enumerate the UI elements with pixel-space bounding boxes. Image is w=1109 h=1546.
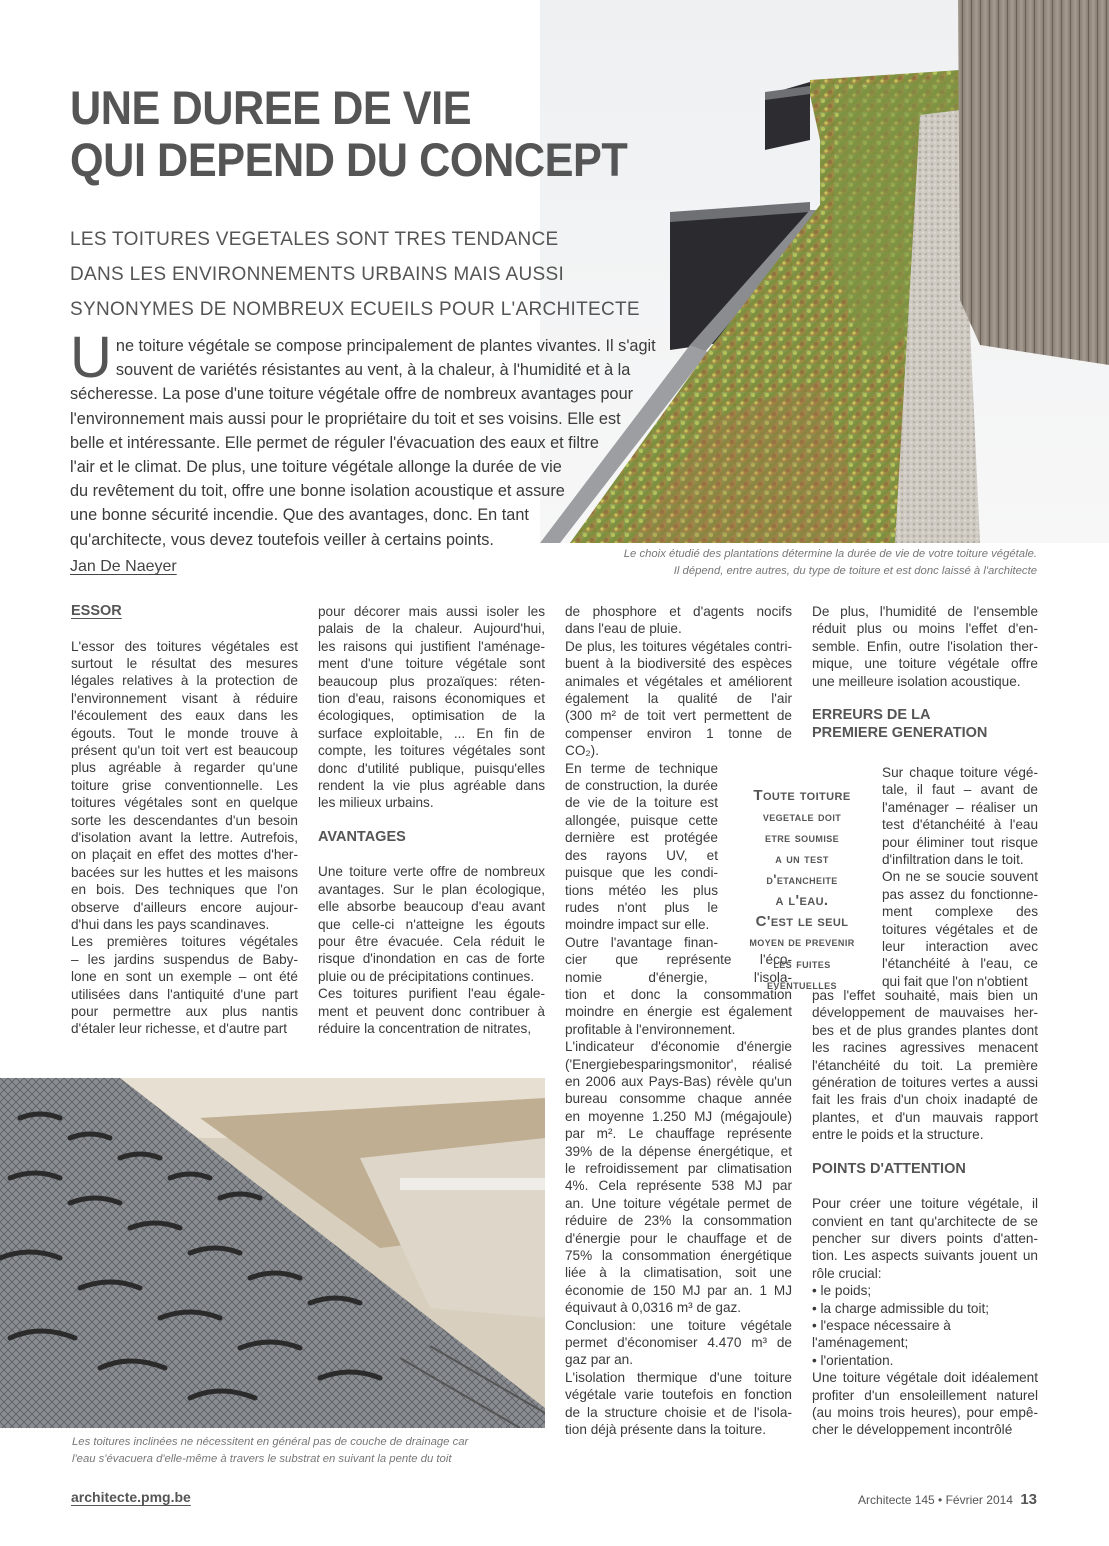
text-line: ment et peuvent donc contribuer à [318,1003,545,1019]
text-line: 39% de la dépense énergétique, et [565,1143,792,1159]
text-line: développement de mauvaises her- [812,1005,1038,1021]
pullquote-line: moyen de prevenir [749,935,855,949]
text-line: • l'orientation. [812,1352,894,1368]
text-line: Une toiture verte offre de nombreux [318,864,545,880]
col2-lines-b [318,863,545,1037]
text-line: Pour créer une toiture végétale, il [812,1196,1038,1212]
text-line: ment d'une toiture végétale sont [318,656,545,672]
col4-lines-b [882,764,1038,990]
intro-line: sécheresse. La pose d'une toiture végétale offre de nombreux avantages pour [70,385,634,404]
text-line: pencher sur divers points d'atten- [812,1231,1038,1246]
text-line: palais de la chaleur. Aujourd'hui, [318,621,545,637]
text-line: tion déjà présente dans la toiture. [565,1422,767,1438]
text-line: de phosphore et d'agents nocifs [565,604,792,619]
col1-lines [71,638,298,1038]
text-line: Outre l'avantage finan- [565,934,718,950]
text-line: L'isolation thermique d'une toiture [565,1369,792,1385]
text-line: convient en tant qu'architecte de se [812,1213,1038,1229]
text-line: beaucoup plus prozaïques: réten- [318,673,545,689]
text-line: tion et donc la consommation [565,986,792,1002]
col4-lines-d [812,1195,1038,1439]
text-line: tion d'eau, raisons économiques et [318,691,545,707]
text-line: avantages. Sur le plan écologique, [318,881,545,897]
text-line: d'hui dans les pays scandinaves. [71,917,270,932]
text-line: dernière est protégée [565,830,718,846]
text-line: tion. Les aspects suivants jouent un [812,1248,1038,1264]
text-line: utilisées dans l'antiquité d'une part [71,986,298,1002]
caption-line: Le choix étudié des plantations détermine la durée de vie de votre toiture végétale. [623,548,1037,560]
text-line: l'aménagement; [812,1335,909,1351]
text-line: présent qu'un toit vert est beaucoup [71,742,298,758]
text-line: observe d'ailleurs encore aujour- [71,899,298,915]
text-line: gaz par an. [565,1352,634,1368]
text-line: bureau consomme chaque année [565,1091,792,1107]
website-link[interactable]: architecte.pmg.be [71,1489,191,1505]
page-number: 13 [1020,1491,1037,1508]
text-line: Sur chaque toiture végé- [882,765,1038,780]
column-4 [812,603,1038,1439]
text-line: toiture grise conventionnelle. Les [71,777,298,793]
text-line: en 2006 aux Pays-Bas) révèle qu'un [565,1073,792,1089]
text-line: • la charge admissible du toit; [812,1300,990,1316]
text-line: l'aménager – réaliser un [882,799,1038,815]
text-line: pour éliminer tout risque [882,834,1038,850]
pullquote-line: C'est le seul [755,913,849,930]
intro-line: souvent de variétés résistantes au vent, à la chaleur, à l'humidité et à la [115,361,631,380]
section-heading-erreurs: PREMIERE GENERATION [812,724,988,741]
title-line: QUI DEPEND DU CONCEPT [70,133,628,186]
intro-line: l'environnement mais aussi pour le propriétaire du toit et ses voisins. Elle est [70,409,621,428]
text-line: de la structure choisie et de l'isola- [565,1404,792,1420]
text-line: profiter d'un ensoleillement naturel [812,1387,1038,1403]
spacer [812,690,1038,707]
text-line: dans l'eau de pluie. [565,621,682,637]
text-line: les milieux urbains. [318,795,434,811]
text-line: • le poids; [812,1283,872,1299]
issue-info [858,1491,1037,1508]
text-line: bacées sur les huttes et les maisons [71,864,298,880]
col4-lines-c [812,987,1038,1144]
text-line: les raisons qui justifient l'aménage- [318,638,545,654]
text-line: d'isolation avant la lettre. Autrefois, [71,829,298,845]
col2-lines-a [318,603,545,812]
text-line: – les jardins suspendus de Baby- [71,951,298,967]
text-line: liée à la climatisation, soit une [565,1265,792,1281]
text-line: par m². Le chauffage représente [565,1126,792,1142]
text-line: l'écoulement des eaux dans les [71,708,298,724]
text-line: compte, les toitures végétales sont [318,743,545,759]
text-line: l'étanchéité à l'eau, ce [882,956,1038,972]
author-byline[interactable]: Jan De Naeyer [70,558,177,575]
intro-line: une bonne sécurité incendie. Que des avantages, donc. En tant [70,506,529,525]
text-line: moindre en énergie est également [565,1004,792,1020]
text-line: an. Une toiture végétale permet de [565,1195,792,1211]
text-line: plantes, et d'un mauvais rapport [812,1109,1038,1125]
spacer [812,1178,1038,1195]
photo-caption-top [567,546,1037,580]
section-heading-points: POINTS D'ATTENTION [812,1160,966,1177]
text-line: profitable à l'environnement. [565,1021,736,1037]
text-line: Conclusion: une toiture végétale [565,1317,792,1333]
intro-line: du revêtement du toit, offre une bonne isolation acoustique et assure [70,482,565,501]
column-2 [318,603,545,1037]
text-line: nomie d'énergie, l'isola- [565,969,792,985]
text-line: (300 m² de toit vert permettent de [565,708,792,724]
pullquote-line: les fuites [773,956,831,971]
text-line: ('Energiebesparingsmonitor', réalisé [565,1056,792,1072]
column-1 [71,603,298,1038]
caption-line: Les toitures inclinées ne nécessitent en général pas de couche de drainage car [72,1436,469,1448]
title-line: UNE DUREE DE VIE [70,81,472,134]
col4-lines-a [812,603,1038,690]
text-line: on plaçait en effet des mottes d'her- [71,847,298,863]
section-heading-essor: ESSOR [71,603,122,619]
spacer [318,846,545,863]
text-line: réduire de 23% la consommation [565,1213,792,1229]
text-line: toitures végétales et de [882,921,1038,937]
text-line: semble. Enfin, outre l'isolation ther- [812,638,1038,654]
pullquote-line: a l'eau. [775,892,829,909]
section-heading-avantages: AVANTAGES [318,828,406,845]
text-line: écologiques, optimisation de la [318,708,545,724]
text-line: On ne se soucie souvent [882,869,1038,885]
text-line: génération de toitures vertes a aussi [812,1075,1038,1091]
text-line: donc d'utilité publique, puisqu'elles [318,760,545,776]
text-line: tale, il faut – avant de [882,782,1038,798]
text-line: fait les frais d'un choix inadapté de [812,1092,1038,1108]
text-line: elle absorbe beaucoup d'eau avant [318,899,545,915]
intro-line: belle et intéressante. Elle permet de réguler l'évacuation des eaux et filtre [70,433,599,452]
text-line: des rayons UV, et [565,847,718,863]
text-line: buent à la biodiversité des espèces [565,656,792,672]
issue-label: Architecte 145 • Février 2014 [858,1493,1013,1507]
text-line: égouts. Tout le monde trouve à [71,725,298,741]
text-line: l'environnement visant à réduire [71,690,298,706]
text-line: sorte les descendantes d'un besoin [71,812,298,828]
text-line: une meilleure isolation acoustique. [812,673,1021,689]
text-line: puisque que les condi- [565,865,718,881]
text-line: ment complexe des [882,904,1038,920]
text-line: tions météo les plus [565,882,718,898]
sloped-roof-photo [0,1078,545,1428]
text-line: d'énergie pour le chauffage et de [565,1230,792,1246]
text-line: L'essor des toitures végétales est [71,638,298,654]
text-line: le refroidissement par climatisation [565,1161,792,1176]
pullquote-line: d'etancheite [766,872,838,887]
text-line: En terme de technique [565,760,718,776]
pullquote-line: vegetale doit [762,809,842,824]
text-line: entre le poids et la structure. [812,1127,984,1143]
text-line: cher le développement incontrôlé [812,1422,1013,1438]
section-heading-erreurs: ERREURS DE LA [812,707,931,724]
text-line: permet d'économiser 4.470 m³ de [565,1335,792,1351]
text-line: (au moins trois heures), pour empê- [812,1405,1038,1421]
intro-line: ne toiture végétale se compose principalement de plantes vivantes. Il s'agit [115,337,656,355]
text-line: équivaut à 0,0316 m³ de gaz. [565,1300,742,1316]
text-line: surtout le résultat des mesures [71,655,298,671]
text-line: CO₂). [565,743,599,759]
text-line: réduit plus ou moins l'effet d'en- [812,621,1038,637]
column-3 [565,603,792,1439]
text-line: plus agréable à regarder qu'une [71,760,298,776]
pullquote-line: Toute toiture [753,787,851,804]
text-line: pluie ou de précipitations continues. [318,968,535,984]
text-line: mique, une toiture végétale offre [812,656,1038,672]
text-line: pas l'effet souhaité, mais bien un [812,988,1038,1004]
text-line: toitures végétales sont en quelque [71,795,298,811]
text-line: que celle-ci n'atteigne les égouts [318,916,545,932]
text-line: leur interaction avec [882,939,1038,955]
drop-cap: U [70,325,112,390]
text-line: Les premières toitures végétales [71,934,298,950]
text-line: De plus, les toitures végétales contri- [565,638,792,654]
subtitle-line: LES TOITURES VEGETALES SONT TRES TENDANCE [70,229,559,250]
subtitle-line: DANS LES ENVIRONNEMENTS URBAINS MAIS AUSSI [70,264,565,285]
intro-line: l'air et le climat. De plus, une toiture végétale allonge la durée de vie [70,458,562,477]
text-line: L'indicateur d'économie d'énergie [565,1039,792,1055]
spacer [318,812,545,829]
text-line: compenser environ 1 tonne de [565,725,792,741]
caption-line: l'eau s'évacuera d'elle-même à travers le substrat en suivant la pente du toit [72,1453,452,1465]
text-line: également la qualité de l'air [565,691,792,707]
text-line: bes et de plus grandes plantes dont [812,1022,1038,1038]
spacer [71,621,298,638]
text-line: rendent la vie plus agréable dans [318,778,545,794]
pullquote-line: a un test [775,851,829,866]
text-line: pour permettre aux plus nantis [71,1004,298,1020]
subtitle-line: SYNONYMES DE NOMBREUX ECUEILS POUR L'ARCHITECTE [70,299,640,320]
col3-lines [565,603,792,1439]
text-line: risque d'inondation en cas de forte [318,951,545,967]
text-line: en bois. Des techniques que l'on [71,882,298,898]
text-line: l'étanchéité du toit. La première [812,1057,1038,1073]
text-line: 75% la consommation énergétique [565,1248,792,1264]
text-line: d'infiltration dans le toit. [882,852,1024,868]
photo-caption-bottom [72,1434,542,1468]
text-line: surface exploitable, ... En fin de [318,725,545,741]
caption-line: Il dépend, entre autres, du type de toiture et est donc laissé à l'architecte [673,565,1037,577]
text-line: Une toiture végétale doit idéalement [812,1370,1038,1386]
text-line: légales relatives à la protection de [71,673,298,689]
text-line: réduire la concentration de nitrates, [318,1021,532,1037]
text-line: rôle crucial: [812,1265,882,1281]
text-line: moindre impact sur elle. [565,917,710,933]
text-line: qui fait que l'on n'obtient [882,973,1028,989]
article-title [70,82,659,186]
text-line: animales et végétales et améliorent [565,673,792,689]
text-line: en moyenne 1.250 MJ (mégajoule) [565,1108,792,1124]
text-line: d'étaler leur richesse, et d'autre part [71,1021,288,1037]
text-line: test d'étanchéité à l'eau [882,817,1038,833]
text-line: De plus, l'humidité de l'ensemble [812,604,1038,619]
column-4-narrow [882,764,1038,990]
text-line: cier que représente l'éco- [565,952,792,968]
intro-line: qu'architecte, vous devez toutefois veiller à certains points. [70,530,494,549]
text-line: lone en sont un exemple – ont été [71,969,298,985]
intro-paragraph [70,325,665,552]
text-line: rudes n'ont plus le [565,899,718,915]
article-subtitle [70,222,710,327]
pullquote-line: eventuelles [767,977,837,992]
pullquote-line: etre soumise [764,830,840,845]
text-line: les racines agressives menacent [812,1040,1038,1056]
text-line: pour décorer mais aussi isoler les [318,604,545,619]
text-line: végétale varie toutefois en fonction [565,1387,792,1403]
text-line: 4%. Cela représente 538 MJ par [565,1178,792,1194]
text-line: • l'espace nécessaire à [812,1318,951,1334]
spacer [812,1144,1038,1161]
text-line: allongée, puisque cette [565,812,718,828]
text-line: de vie de la toiture est [565,795,718,811]
text-line: économie de 150 MJ par an. 1 MJ [565,1282,792,1298]
text-line: pas assez du fonctionne- [882,886,1038,902]
text-line: pour être évacuée. Cela réduit le [318,934,545,949]
text-line: Ces toitures purifient l'eau égale- [318,986,545,1002]
text-line: de construction, la durée [565,778,718,794]
